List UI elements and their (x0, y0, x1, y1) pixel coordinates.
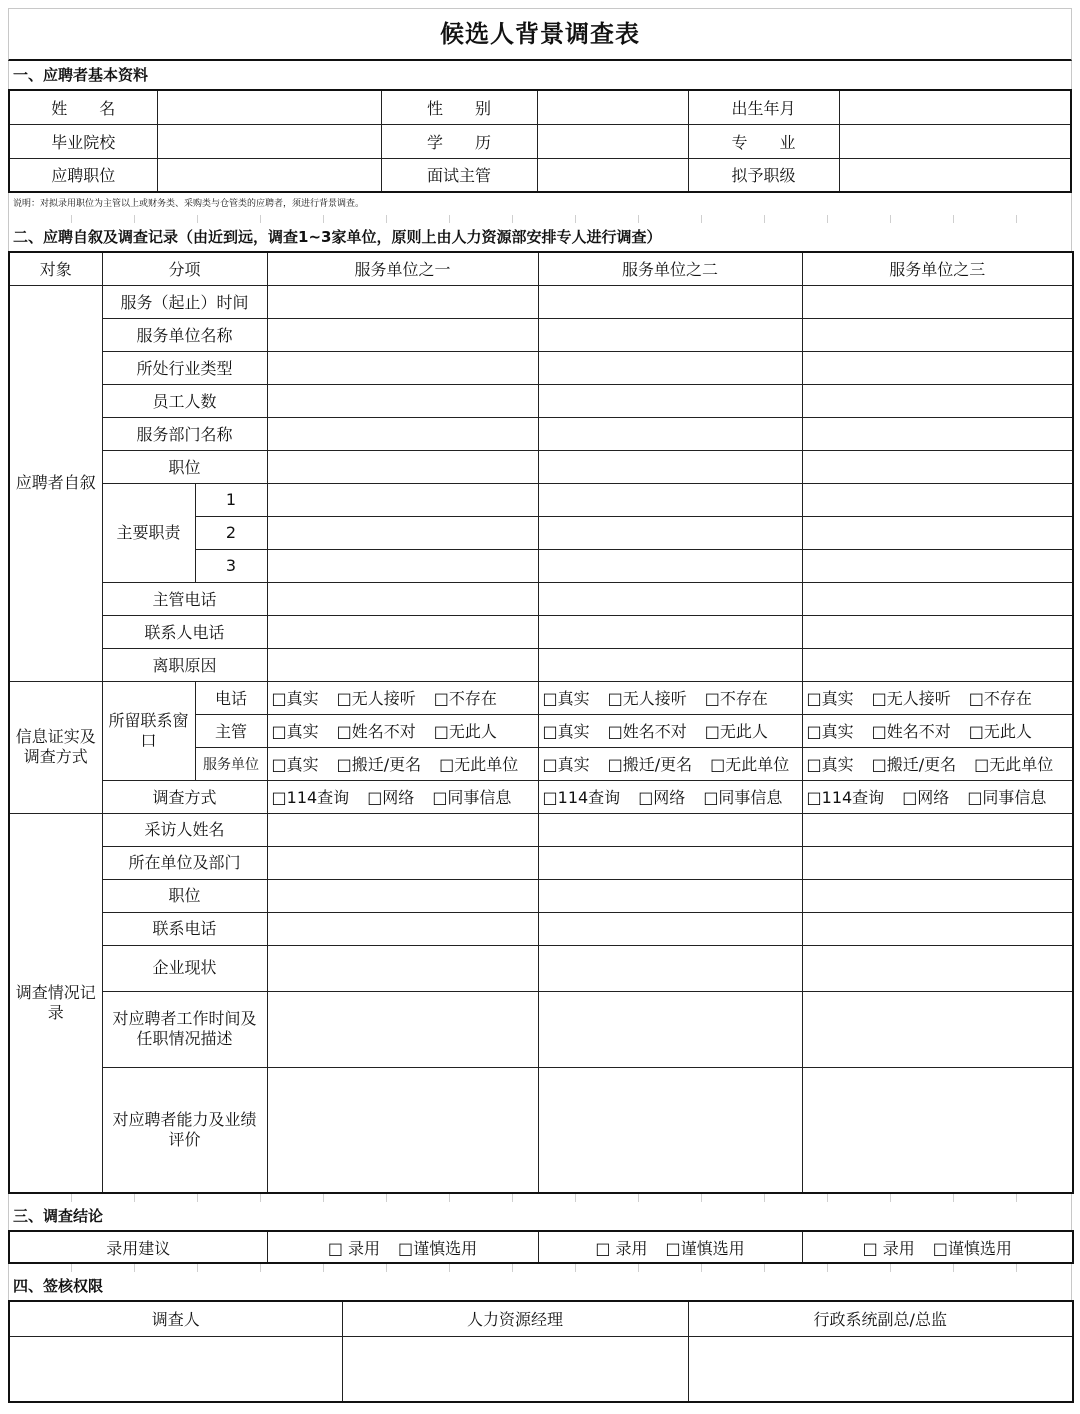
entry-cell[interactable] (538, 285, 802, 318)
recommendation-options (538, 1231, 802, 1263)
checkbox-option[interactable]: □无此单位 (974, 755, 1054, 774)
entry-cell[interactable] (538, 516, 802, 549)
table-row (9, 384, 1073, 417)
checkbox-option[interactable]: □ 录用 (595, 1238, 648, 1258)
table-row (9, 846, 1073, 879)
checkbox-option[interactable]: □搬迁/更名 (336, 755, 422, 774)
entry-cell[interactable] (802, 483, 1073, 516)
table-row (9, 991, 1073, 1067)
entry-cell[interactable] (267, 384, 538, 417)
duty-number: 3 (195, 549, 267, 582)
method-options (267, 780, 538, 813)
method-label: 调查方式 (102, 780, 267, 813)
recommendation-options (802, 1231, 1073, 1263)
checkbox-option[interactable]: □114查询 (806, 788, 885, 807)
item-label: 服务单位名称 (102, 318, 267, 351)
signature-cell[interactable] (342, 1336, 688, 1402)
entry-cell[interactable] (267, 285, 538, 318)
entry-cell[interactable] (267, 1067, 538, 1193)
record-label: 所在单位及部门 (102, 846, 267, 879)
field-label: 出生年月 (688, 90, 839, 124)
signature-cell[interactable] (9, 1336, 342, 1402)
record-label: 采访人姓名 (102, 813, 267, 846)
entry-cell[interactable] (538, 582, 802, 615)
checkbox-option[interactable]: □不存在 (704, 689, 768, 708)
checkbox-option[interactable]: □网络 (638, 788, 686, 807)
section3-heading: 三、调查结论 (8, 1202, 1072, 1230)
form-title: 候选人背景调查表 (8, 8, 1072, 61)
table-row (9, 417, 1073, 450)
checkbox-option[interactable]: □谨慎选用 (932, 1238, 1012, 1258)
entry-cell[interactable] (538, 846, 802, 879)
field-value[interactable] (537, 124, 688, 158)
table-row (9, 912, 1073, 945)
verify-options (538, 681, 802, 714)
record-label: 联系电话 (102, 912, 267, 945)
checkbox-option[interactable]: □姓名不对 (336, 722, 416, 741)
signoff-header: 调查人 (9, 1301, 342, 1336)
entry-cell[interactable] (538, 483, 802, 516)
verify-options (802, 714, 1073, 747)
signoff-table (8, 1300, 1074, 1403)
item-label: 离职原因 (102, 648, 267, 681)
checkbox-option[interactable]: □网络 (367, 788, 415, 807)
entry-cell[interactable] (538, 549, 802, 582)
item-label: 员工人数 (102, 384, 267, 417)
checkbox-option[interactable]: □ 录用 (327, 1238, 381, 1258)
entry-cell[interactable] (538, 417, 802, 450)
verify-label: 电话 (195, 681, 267, 714)
item-label: 所处行业类型 (102, 351, 267, 384)
header-target: 对象 (9, 252, 102, 285)
field-value[interactable] (839, 158, 1071, 192)
item-label: 职位 (102, 450, 267, 483)
record-label: 对应聘者能力及业绩评价 (102, 1067, 267, 1193)
checkbox-option[interactable]: □无此单位 (710, 755, 790, 774)
record-label: 职位 (102, 879, 267, 912)
item-label: 主管电话 (102, 582, 267, 615)
table-row (9, 1067, 1073, 1193)
method-options (538, 780, 802, 813)
checkbox-option[interactable]: □真实 (542, 755, 590, 774)
field-label: 拟予职级 (688, 158, 839, 192)
recommendation-options (267, 1231, 538, 1263)
entry-cell[interactable] (802, 351, 1073, 384)
entry-cell[interactable] (267, 991, 538, 1067)
checkbox-option[interactable]: □谨慎选用 (665, 1238, 745, 1258)
ruler-strip (8, 1194, 1072, 1202)
table-row (9, 648, 1073, 681)
field-value[interactable] (839, 90, 1071, 124)
checkbox-option[interactable]: □不存在 (968, 689, 1032, 708)
checkbox-option[interactable]: □无此人 (433, 722, 497, 741)
checkbox-option[interactable]: □真实 (806, 722, 854, 741)
entry-cell[interactable] (802, 879, 1073, 912)
table-row (9, 285, 1073, 318)
entry-cell[interactable] (538, 912, 802, 945)
verify-options (802, 681, 1073, 714)
header-unit: 服务单位之一 (267, 252, 538, 285)
checkbox-option[interactable]: □真实 (542, 689, 590, 708)
entry-cell[interactable] (267, 945, 538, 991)
checkbox-option[interactable]: □无人接听 (336, 689, 416, 708)
field-label: 毕业院校 (9, 124, 157, 158)
field-value[interactable] (839, 124, 1071, 158)
item-label: 服务（起止）时间 (102, 285, 267, 318)
entry-cell[interactable] (267, 648, 538, 681)
verify-options (267, 714, 538, 747)
entry-cell[interactable] (538, 615, 802, 648)
entry-cell[interactable] (802, 1067, 1073, 1193)
group-self: 应聘者自叙 (9, 285, 102, 681)
entry-cell[interactable] (802, 813, 1073, 846)
entry-cell[interactable] (538, 384, 802, 417)
ruler-strip (8, 215, 1072, 223)
table-row (9, 582, 1073, 615)
entry-cell[interactable] (267, 549, 538, 582)
checkbox-option[interactable]: □真实 (271, 755, 319, 774)
form-note: 说明：对拟录用职位为主管以上或财务类、采购类与仓管类的应聘者，须进行背景调查。 (8, 193, 1072, 215)
entry-cell[interactable] (802, 285, 1073, 318)
verify-options (802, 747, 1073, 780)
entry-cell[interactable] (538, 1067, 802, 1193)
header-unit: 服务单位之二 (538, 252, 802, 285)
checkbox-option[interactable]: □无此人 (704, 722, 768, 741)
entry-cell[interactable] (802, 549, 1073, 582)
field-label: 应聘职位 (9, 158, 157, 192)
checkbox-option[interactable]: □无此单位 (439, 755, 519, 774)
item-label: 服务部门名称 (102, 417, 267, 450)
entry-cell[interactable] (802, 912, 1073, 945)
entry-cell[interactable] (802, 991, 1073, 1067)
field-label: 姓 名 (9, 90, 157, 124)
entry-cell[interactable] (538, 813, 802, 846)
entry-cell[interactable] (267, 912, 538, 945)
entry-cell[interactable] (802, 945, 1073, 991)
verify-label: 主管 (195, 714, 267, 747)
field-label: 性 别 (381, 90, 537, 124)
signoff-header: 人力资源经理 (342, 1301, 688, 1336)
table-row (9, 780, 1073, 813)
checkbox-option[interactable]: □姓名不对 (607, 722, 687, 741)
table-row (9, 945, 1073, 991)
background-check-form (8, 8, 1072, 1403)
basic-info-table (8, 89, 1072, 193)
checkbox-option[interactable]: □真实 (271, 689, 319, 708)
signoff-header: 行政系统副总/总监 (688, 1301, 1073, 1336)
entry-cell[interactable] (802, 450, 1073, 483)
checkbox-option[interactable]: □真实 (806, 689, 854, 708)
entry-cell[interactable] (267, 318, 538, 351)
recommendation-label: 录用建议 (9, 1231, 267, 1263)
conclusion-table (8, 1230, 1074, 1264)
table-row (9, 813, 1073, 846)
entry-cell[interactable] (802, 582, 1073, 615)
record-label: 企业现状 (102, 945, 267, 991)
header-unit: 服务单位之三 (802, 252, 1073, 285)
entry-cell[interactable] (267, 582, 538, 615)
verify-label: 服务单位 (195, 747, 267, 780)
field-value[interactable] (157, 124, 381, 158)
checkbox-option[interactable]: □谨慎选用 (398, 1238, 478, 1258)
field-label: 专 业 (688, 124, 839, 158)
checkbox-option[interactable]: □同事信息 (967, 788, 1047, 807)
entry-cell[interactable] (802, 384, 1073, 417)
checkbox-option[interactable]: □114查询 (542, 788, 621, 807)
field-value[interactable] (537, 158, 688, 192)
entry-cell[interactable] (802, 615, 1073, 648)
entry-cell[interactable] (538, 450, 802, 483)
entry-cell[interactable] (538, 991, 802, 1067)
section1-heading: 一、应聘者基本资料 (8, 61, 1072, 89)
field-label: 面试主管 (381, 158, 537, 192)
entry-cell[interactable] (267, 846, 538, 879)
entry-cell[interactable] (802, 846, 1073, 879)
verify-options (267, 681, 538, 714)
verify-options (538, 714, 802, 747)
entry-cell[interactable] (538, 945, 802, 991)
checkbox-option[interactable]: □114查询 (271, 788, 350, 807)
entry-cell[interactable] (267, 450, 538, 483)
table-row (9, 124, 1071, 158)
entry-cell[interactable] (802, 417, 1073, 450)
checkbox-option[interactable]: □无人接听 (871, 689, 951, 708)
section2-heading: 二、应聘自叙及调查记录（由近到远，调查1~3家单位，原则上由人力资源部安排专人进行调查） (8, 223, 1072, 251)
entry-cell[interactable] (538, 318, 802, 351)
header-item: 分项 (102, 252, 267, 285)
entry-cell[interactable] (802, 318, 1073, 351)
window-label: 所留联系窗口 (102, 681, 195, 780)
entry-cell[interactable] (538, 351, 802, 384)
entry-cell[interactable] (267, 813, 538, 846)
entry-cell[interactable] (267, 417, 538, 450)
entry-cell[interactable] (267, 351, 538, 384)
verify-options (267, 747, 538, 780)
checkbox-option[interactable]: □同事信息 (432, 788, 512, 807)
checkbox-option[interactable]: □不存在 (433, 689, 497, 708)
table-row (9, 252, 1073, 285)
table-row (9, 879, 1073, 912)
verify-options (538, 747, 802, 780)
checkbox-option[interactable]: □搬迁/更名 (871, 755, 957, 774)
checkbox-option[interactable]: □网络 (902, 788, 950, 807)
duties-label: 主要职责 (102, 483, 195, 582)
table-row (9, 615, 1073, 648)
entry-cell[interactable] (267, 483, 538, 516)
checkbox-option[interactable]: □姓名不对 (871, 722, 951, 741)
table-row (9, 483, 1073, 516)
section4-heading: 四、签核权限 (8, 1272, 1072, 1300)
table-row (9, 1336, 1073, 1402)
table-row (9, 1231, 1073, 1263)
field-label: 学 历 (381, 124, 537, 158)
signature-cell[interactable] (688, 1336, 1073, 1402)
entry-cell[interactable] (802, 516, 1073, 549)
table-row (9, 90, 1071, 124)
checkbox-option[interactable]: □无此人 (968, 722, 1032, 741)
entry-cell[interactable] (538, 648, 802, 681)
entry-cell[interactable] (267, 615, 538, 648)
entry-cell[interactable] (267, 879, 538, 912)
table-row (9, 1301, 1073, 1336)
checkbox-option[interactable]: □真实 (542, 722, 590, 741)
checkbox-option[interactable]: □真实 (806, 755, 854, 774)
field-value[interactable] (157, 158, 381, 192)
method-options (802, 780, 1073, 813)
investigation-table (8, 251, 1074, 1194)
table-row (9, 158, 1071, 192)
table-row (9, 450, 1073, 483)
checkbox-option[interactable]: □ 录用 (862, 1238, 915, 1258)
checkbox-option[interactable]: □真实 (271, 722, 319, 741)
item-label: 联系人电话 (102, 615, 267, 648)
duty-number: 2 (195, 516, 267, 549)
duty-number: 1 (195, 483, 267, 516)
table-row (9, 318, 1073, 351)
record-label: 对应聘者工作时间及任职情况描述 (102, 991, 267, 1067)
entry-cell[interactable] (802, 648, 1073, 681)
entry-cell[interactable] (538, 879, 802, 912)
field-value[interactable] (157, 90, 381, 124)
entry-cell[interactable] (267, 516, 538, 549)
table-row (9, 681, 1073, 714)
checkbox-option[interactable]: □搬迁/更名 (607, 755, 693, 774)
ruler-strip (8, 1264, 1072, 1272)
group-record: 调查情况记录 (9, 813, 102, 1193)
checkbox-option[interactable]: □同事信息 (703, 788, 783, 807)
field-value[interactable] (537, 90, 688, 124)
group-verify: 信息证实及调查方式 (9, 681, 102, 813)
checkbox-option[interactable]: □无人接听 (607, 689, 687, 708)
table-row (9, 351, 1073, 384)
